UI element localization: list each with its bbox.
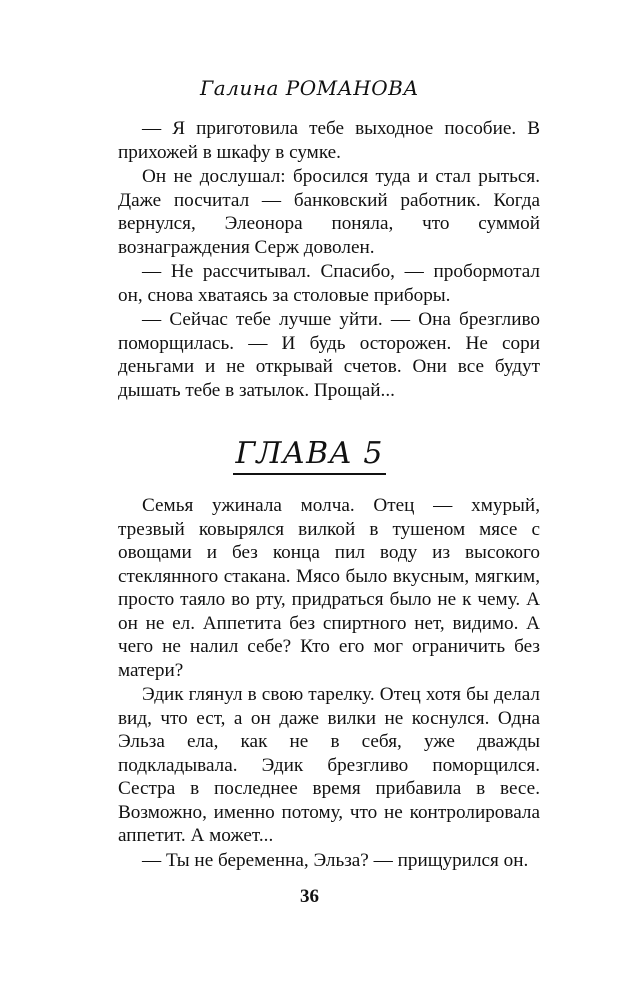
running-head: Галина РОМАНОВА bbox=[200, 76, 419, 100]
paragraph: — Не рассчитывал. Спасибо, — пробормотал он, снова хватаясь за столовые приборы. bbox=[118, 261, 540, 306]
text-block-before-chapter bbox=[118, 117, 540, 402]
paragraph: Семья ужинала молча. Отец — хмурый, трезвый ковырялся вилкой в тушеном мясе с овощами и без конца пил воду из высокого стеклянного стакана. Мясо было вкусным, мягким, просто таяло во рту, придраться было не к чему. А он не ел. Аппетита без спиртного нет, видимо. А чего не налил себе? Кто его мог ограничить без матери? bbox=[118, 495, 540, 681]
chapter-title: ГЛАВА 5 bbox=[233, 436, 385, 475]
paragraph: Он не дослушал: бросился туда и стал рыться. Даже посчитал — банковский работник. Когда вернулся, Элеонора поняла, что суммой вознаграждения Серж доволен. bbox=[118, 166, 540, 258]
text-block-chapter-5 bbox=[118, 494, 540, 872]
paragraph: — Сейчас тебе лучше уйти. — Она брезгливо поморщилась. — И будь осторожен. Не сори деньгами и не открывай счетов. Они все будут дышать тебе в затылок. Прощай... bbox=[118, 309, 540, 401]
page-number: 36 bbox=[300, 886, 319, 907]
paragraph: — Ты не беременна, Эльза? — прищурился он. bbox=[142, 849, 529, 871]
paragraph: Эдик глянул в свою тарелку. Отец хотя бы делал вид, что ест, а он даже вилки не коснулся. Одна Эльза ела, как не в себя, уже дважды подкладывала. Эдик брезгливо поморщился. Сестра в последнее время прибавила в весе. Возможно, именно потому, что не контролировала аппетит. А может... bbox=[118, 684, 540, 846]
chapter-heading bbox=[0, 436, 619, 475]
paragraph: — Я приготовила тебе выходное пособие. В прихожей в шкафу в сумке. bbox=[118, 118, 540, 163]
